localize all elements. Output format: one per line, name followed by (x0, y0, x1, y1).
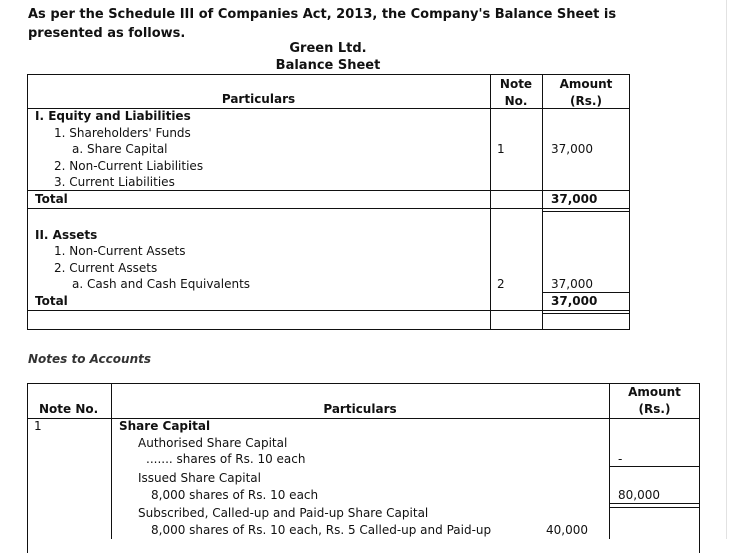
company-name: Green Ltd. (289, 41, 367, 56)
notes-authorised-rule (609, 466, 700, 467)
share-capital-note: 1 (497, 142, 505, 156)
subscribed-share-capital-label: Subscribed, Called-up and Paid-up Share Capital (138, 506, 429, 520)
intro-line-1: As per the Schedule III of Companies Act, 2013, the Company's Balance Sheet is (28, 7, 617, 22)
amount-header-line-1: Amount (559, 77, 613, 91)
authorised-amount: - (618, 452, 623, 466)
current-liabilities-label: 3. Current Liabilities (54, 175, 175, 189)
shareholders-funds-label: 1. Shareholders' Funds (54, 126, 191, 140)
intro-line-2: presented as follows. (28, 26, 186, 41)
subscribed-inner-amount: 40,000 (546, 523, 588, 537)
equity-heading: I. Equity and Liabilities (35, 109, 191, 123)
note-column-divider (490, 74, 491, 330)
assets-total-double-underline (543, 313, 630, 314)
notes-amount-header-line-1: Amount (628, 385, 681, 399)
assets-total-bottom-rule (27, 310, 630, 311)
total-row-top-rule (27, 190, 630, 191)
current-assets-label: 2. Current Assets (54, 261, 158, 275)
cash-amount: 37,000 (551, 277, 593, 291)
non-current-assets-label: 1. Non-Current Assets (54, 244, 186, 258)
issued-amount: 80,000 (618, 488, 660, 502)
share-capital-amount: 37,000 (551, 142, 593, 156)
notes-heading: Notes to Accounts (28, 352, 151, 366)
cash-equivalents-label: a. Cash and Cash Equivalents (72, 277, 251, 291)
cash-note: 2 (497, 277, 505, 291)
notes-amount-header-line-2: (Rs.) (638, 402, 671, 416)
total-double-underline (543, 211, 630, 212)
assets-total-label: Total (35, 294, 68, 308)
authorised-share-capital-label: Authorised Share Capital (138, 436, 288, 450)
notes-row-note-no: 1 (34, 419, 42, 433)
non-current-liabilities-label: 2. Non-Current Liabilities (54, 159, 204, 173)
assets-total-amount: 37,000 (551, 294, 598, 308)
assets-amount-rule (543, 292, 630, 293)
note-header-line-1: Note (499, 77, 533, 91)
note-header-line-2: No. (504, 94, 528, 108)
amount-header-line-2: (Rs.) (570, 94, 602, 108)
balance-sheet-title: Balance Sheet (275, 58, 381, 73)
issued-share-detail: 8,000 shares of Rs. 10 each (151, 488, 319, 502)
total-row-bottom-rule (27, 208, 630, 209)
notes-issued-rule (609, 503, 700, 504)
share-capital-label: a. Share Capital (72, 142, 168, 156)
assets-heading: II. Assets (35, 228, 98, 242)
notes-note-no-header: Note No. (39, 402, 99, 416)
notes-particulars-header: Particulars (323, 402, 397, 416)
authorised-share-detail: ....... shares of Rs. 10 each (146, 452, 306, 466)
particulars-header: Particulars (221, 92, 296, 106)
notes-issued-double-rule (609, 507, 700, 508)
equity-total-label: Total (35, 192, 68, 206)
subscribed-share-detail: 8,000 shares of Rs. 10 each, Rs. 5 Called-up and Paid-up (151, 523, 492, 537)
notes-share-capital-title: Share Capital (119, 419, 211, 433)
issued-share-capital-label: Issued Share Capital (138, 471, 261, 485)
page-edge-line (726, 0, 727, 539)
equity-total-amount: 37,000 (551, 192, 598, 206)
